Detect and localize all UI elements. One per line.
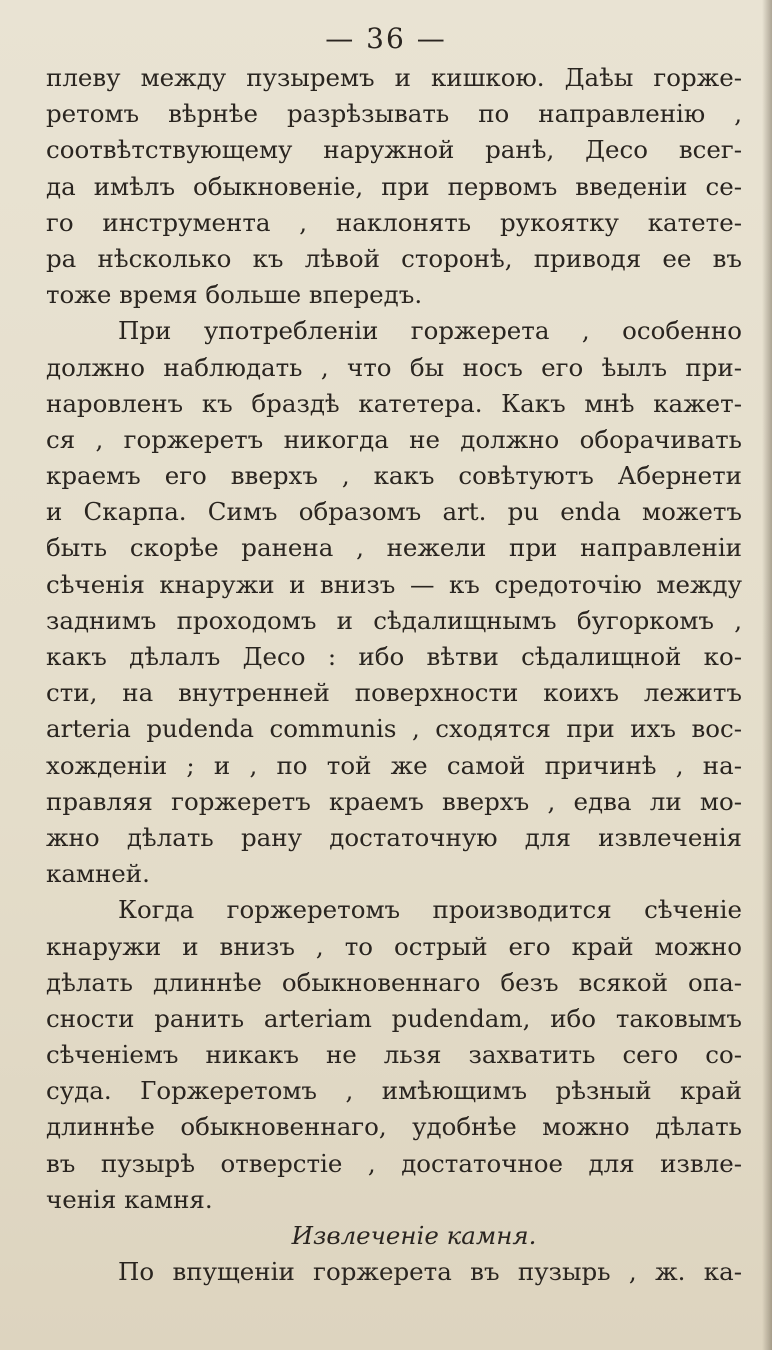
text-line: хожденіи ; и , по той же самой причинѣ , на- xyxy=(46,750,742,780)
text-line: суда. Горжеретомъ , имѣющимъ рѣзный край xyxy=(46,1076,742,1106)
text-line: сѣченіемъ никакъ не льзя захватить сего со- xyxy=(46,1040,742,1070)
text-line: сти, на внутренней поверхности коихъ лежитъ xyxy=(46,678,742,708)
text-line: дѣлать длиннѣе обыкновеннаго безъ всякой опа- xyxy=(46,967,742,997)
text-line: въ пузырѣ отверстіе , достаточное для извле- xyxy=(46,1148,742,1178)
text-line: соотвѣтствующему наружной ранѣ, Десо всег- xyxy=(46,135,742,165)
text-line: да имѣлъ обыкновеніе, при первомъ введеніи се- xyxy=(46,171,742,201)
text-line: го инструмента , наклонять рукоятку катете- xyxy=(46,207,742,237)
text-line: правляя горжеретъ краемъ вверхъ , едва ли мо- xyxy=(46,786,742,816)
text-line: тоже время больше впередъ. xyxy=(46,280,423,310)
page-text xyxy=(46,60,742,1290)
text-line: ченія камня. xyxy=(46,1184,213,1214)
text-line: и Скарпа. Симъ образомъ art. pu enda можетъ xyxy=(46,497,742,527)
text-line: какъ дѣлалъ Десо : ибо вѣтви сѣдалищной ко- xyxy=(46,642,742,671)
text-line: длиннѣе обыкновеннаго, удобнѣе можно дѣлать xyxy=(46,1112,742,1142)
text-line: краемъ его вверхъ , какъ совѣтуютъ Абернети xyxy=(46,461,742,491)
page-edge-shadow xyxy=(762,0,772,1350)
text-line: сѣченія кнаружи и внизъ — къ средоточію между xyxy=(46,569,742,599)
text-line: должно наблюдать , что бы носъ его ѣылъ при- xyxy=(46,352,742,382)
text-line: сности ранить arteriam pudendam, ибо таковымъ xyxy=(46,1003,742,1033)
text-line: ра нѣсколько къ лѣвой сторонѣ, приводя ее въ xyxy=(46,243,742,273)
text-line: жно дѣлать рану достаточную для извлеченія xyxy=(46,822,742,852)
text-line: ся , горжеретъ никогда не должно оборачивать xyxy=(46,424,742,454)
text-line: заднимъ проходомъ и сѣдалищнымъ бугоркомъ , xyxy=(46,605,742,635)
section-heading: Извлеченіе камня. xyxy=(291,1221,537,1250)
paragraph-start-line: Когда горжеретомъ производится сѣченіе xyxy=(118,895,742,925)
page-number: — 36 — xyxy=(325,22,447,55)
text-line: камней. xyxy=(46,859,150,889)
text-line: плеву между пузыремъ и кишкою. Даѣы горже- xyxy=(46,63,742,92)
text-line: arteria pudenda communis , сходятся при ихъ вос- xyxy=(46,714,742,744)
paragraph-start-line: По впущеніи горжерета въ пузырь , ж. ка- xyxy=(118,1257,742,1287)
text-line: кнаружи и внизъ , то острый его край можно xyxy=(46,931,742,961)
text-line: наровленъ къ браздѣ катетера. Какъ мнѣ кажет- xyxy=(46,388,742,418)
paragraph-start-line: При употребленіи горжерета , особенно xyxy=(118,316,742,346)
text-line: быть скорѣе ранена , нежели при направленіи xyxy=(46,533,742,563)
text-line: ретомъ вѣрнѣе разрѣзывать по направленію , xyxy=(46,99,742,129)
